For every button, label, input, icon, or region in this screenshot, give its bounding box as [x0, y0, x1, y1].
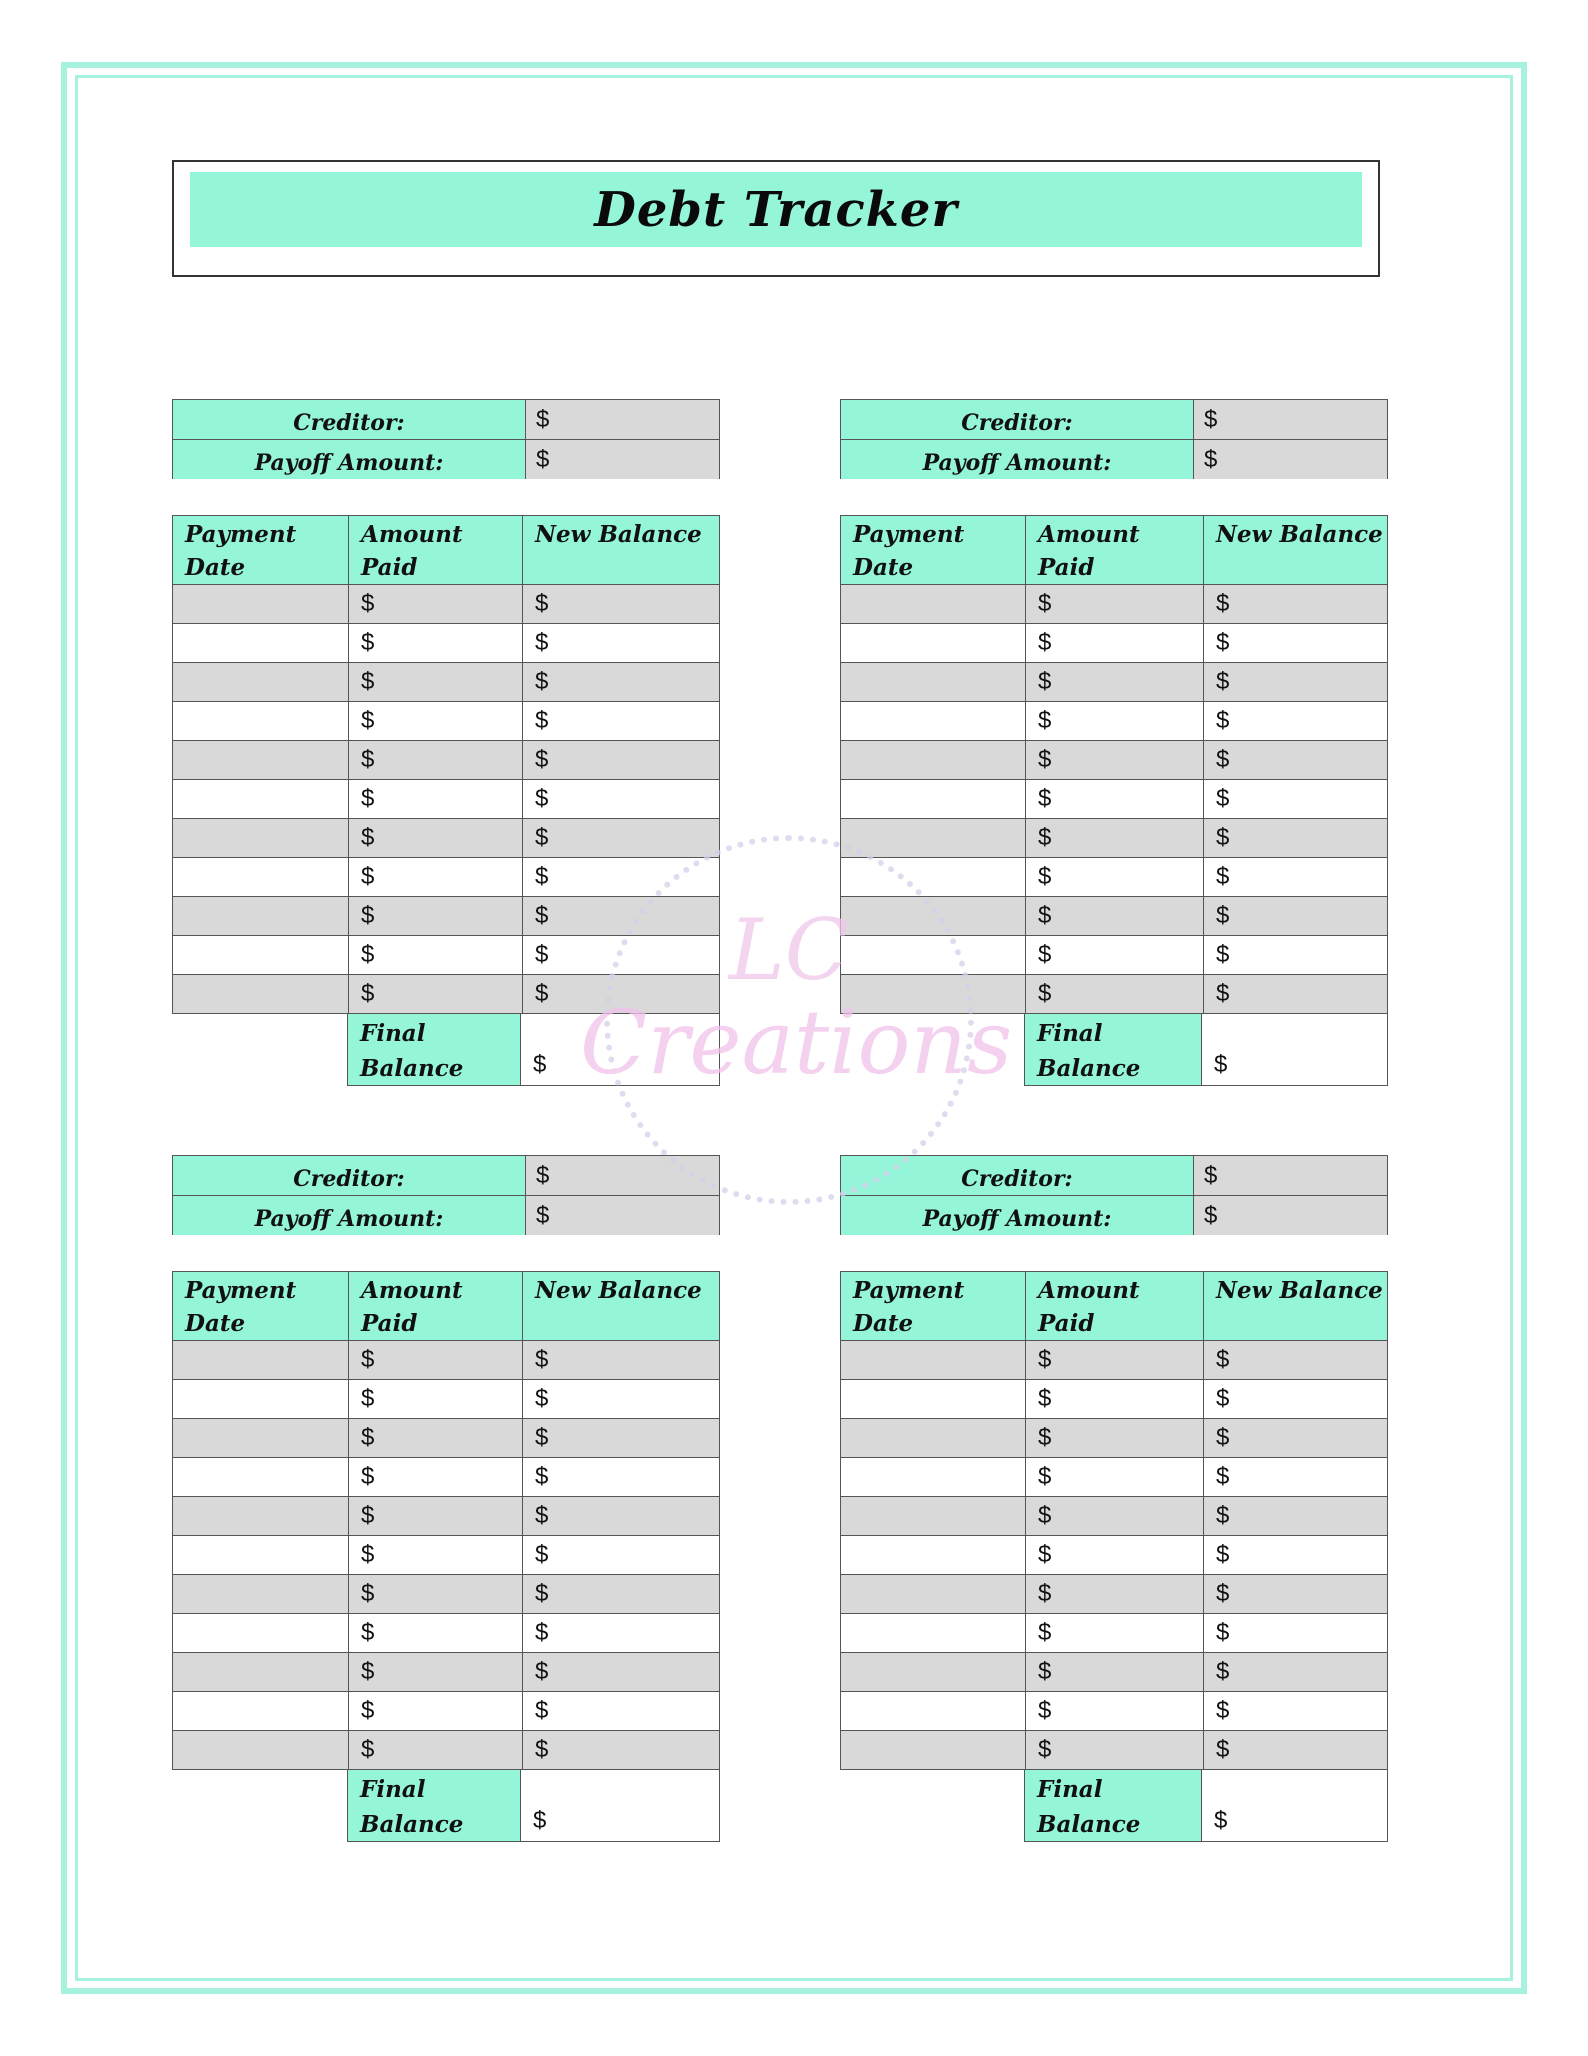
table-row — [172, 624, 720, 663]
new-balance-cell[interactable]: $ — [1203, 1419, 1389, 1457]
new-balance-cell[interactable]: $ — [522, 858, 721, 896]
payment-date-cell[interactable] — [173, 1536, 348, 1574]
payment-date-cell[interactable] — [173, 1653, 348, 1691]
payment-date-cell[interactable] — [173, 702, 348, 740]
watermark-monogram: LC — [728, 901, 850, 999]
amount-paid-cell[interactable]: $ — [1025, 585, 1203, 623]
table-row — [840, 1380, 1388, 1419]
table-row — [172, 663, 720, 702]
final-balance-field[interactable]: $ — [521, 1770, 720, 1842]
header-payment-date: Payment Date — [185, 521, 297, 581]
payoff-amount-label: Payoff Amount: — [841, 1196, 1194, 1235]
table-row — [172, 1731, 720, 1770]
new-balance-cell[interactable]: $ — [522, 702, 721, 740]
amount-paid-cell[interactable]: $ — [1025, 819, 1203, 857]
amount-paid-cell[interactable]: $ — [348, 936, 522, 974]
payment-date-cell[interactable] — [841, 1692, 1025, 1730]
new-balance-cell[interactable]: $ — [522, 1341, 721, 1379]
payment-date-cell[interactable] — [841, 858, 1025, 896]
payment-date-cell[interactable] — [173, 1692, 348, 1730]
payment-date-cell[interactable] — [173, 819, 348, 857]
amount-paid-cell[interactable]: $ — [1025, 702, 1203, 740]
amount-paid-cell[interactable]: $ — [348, 975, 522, 1013]
creditor-value-field[interactable]: $ — [526, 1156, 719, 1195]
payment-date-cell[interactable] — [841, 1614, 1025, 1652]
table-row — [840, 897, 1388, 936]
new-balance-cell[interactable]: $ — [1203, 897, 1389, 935]
amount-paid-cell[interactable]: $ — [348, 585, 522, 623]
amount-paid-cell[interactable]: $ — [1025, 936, 1203, 974]
new-balance-cell[interactable]: $ — [1203, 1575, 1389, 1613]
payment-date-cell[interactable] — [173, 585, 348, 623]
final-balance-label: Final Balance — [1024, 1014, 1202, 1086]
new-balance-cell[interactable]: $ — [522, 1653, 721, 1691]
amount-paid-cell[interactable]: $ — [348, 1614, 522, 1652]
creditor-label: Creditor: — [841, 1156, 1194, 1195]
new-balance-cell[interactable]: $ — [1203, 1341, 1389, 1379]
payment-date-cell[interactable] — [841, 1341, 1025, 1379]
payoff-amount-field[interactable]: $ — [526, 440, 719, 479]
table-row — [172, 1458, 720, 1497]
creditor-row — [841, 1156, 1387, 1195]
amount-paid-cell[interactable]: $ — [1025, 1575, 1203, 1613]
new-balance-cell[interactable]: $ — [522, 1575, 721, 1613]
creditor-row — [841, 400, 1387, 439]
payoff-amount-row — [841, 440, 1387, 479]
new-balance-cell[interactable]: $ — [1203, 1380, 1389, 1418]
payment-date-cell[interactable] — [841, 741, 1025, 779]
new-balance-cell[interactable]: $ — [522, 1458, 721, 1496]
payment-date-cell[interactable] — [173, 780, 348, 818]
new-balance-cell[interactable]: $ — [522, 936, 721, 974]
payment-date-cell[interactable] — [841, 663, 1025, 701]
amount-paid-cell[interactable]: $ — [348, 1380, 522, 1418]
final-balance-field[interactable]: $ — [1202, 1770, 1388, 1842]
amount-paid-cell[interactable]: $ — [348, 702, 522, 740]
creditor-label: Creditor: — [841, 400, 1194, 439]
amount-paid-cell[interactable]: $ — [1025, 624, 1203, 662]
table-row — [172, 936, 720, 975]
header-new-balance: New Balance — [522, 1272, 721, 1340]
payment-date-cell[interactable] — [841, 936, 1025, 974]
new-balance-cell[interactable]: $ — [1203, 936, 1389, 974]
payoff-amount-field[interactable]: $ — [526, 1196, 719, 1235]
new-balance-cell[interactable]: $ — [522, 663, 721, 701]
table-row — [840, 702, 1388, 741]
payment-date-cell[interactable] — [173, 1419, 348, 1457]
table-row — [172, 1536, 720, 1575]
header-new-balance: New Balance — [522, 516, 721, 584]
payoff-amount-field[interactable]: $ — [1194, 1196, 1387, 1235]
payment-date-cell[interactable] — [173, 858, 348, 896]
header-amount-paid: Amount Paid — [1025, 1272, 1203, 1340]
table-row — [840, 1731, 1388, 1770]
payment-table-header — [172, 515, 720, 585]
amount-paid-cell[interactable]: $ — [348, 1653, 522, 1691]
amount-paid-cell[interactable]: $ — [1025, 663, 1203, 701]
payment-date-cell[interactable] — [173, 1380, 348, 1418]
amount-paid-cell[interactable]: $ — [348, 663, 522, 701]
table-row — [172, 1692, 720, 1731]
table-row — [172, 819, 720, 858]
table-row — [172, 1653, 720, 1692]
table-row — [172, 975, 720, 1014]
table-row — [840, 858, 1388, 897]
new-balance-cell[interactable]: $ — [522, 1731, 721, 1769]
new-balance-cell[interactable]: $ — [522, 1419, 721, 1457]
new-balance-cell[interactable]: $ — [1203, 858, 1389, 896]
amount-paid-cell[interactable]: $ — [1025, 1458, 1203, 1496]
table-row — [172, 741, 720, 780]
table-row — [840, 585, 1388, 624]
payment-date-cell[interactable] — [841, 585, 1025, 623]
payment-date-cell[interactable] — [173, 1575, 348, 1613]
new-balance-cell[interactable]: $ — [1203, 1497, 1389, 1535]
payment-date-cell[interactable] — [841, 624, 1025, 662]
payment-date-cell[interactable] — [841, 780, 1025, 818]
new-balance-cell[interactable]: $ — [522, 897, 721, 935]
payoff-amount-label: Payoff Amount: — [173, 440, 526, 479]
new-balance-cell[interactable]: $ — [522, 741, 721, 779]
payment-date-cell[interactable] — [841, 702, 1025, 740]
header-new-balance: New Balance — [1203, 1272, 1389, 1340]
amount-paid-cell[interactable]: $ — [348, 1497, 522, 1535]
payment-date-cell[interactable] — [173, 624, 348, 662]
amount-paid-cell[interactable]: $ — [1025, 1653, 1203, 1691]
new-balance-cell[interactable]: $ — [522, 585, 721, 623]
new-balance-cell[interactable]: $ — [1203, 1614, 1389, 1652]
amount-paid-cell[interactable]: $ — [348, 1341, 522, 1379]
table-row — [840, 780, 1388, 819]
payment-date-cell[interactable] — [173, 663, 348, 701]
payment-date-cell[interactable] — [841, 1458, 1025, 1496]
table-row — [172, 1575, 720, 1614]
payment-date-cell[interactable] — [841, 975, 1025, 1013]
creditor-block — [172, 1155, 720, 1235]
creditor-value-field[interactable]: $ — [526, 400, 719, 439]
table-row — [840, 1692, 1388, 1731]
payment-date-cell[interactable] — [173, 975, 348, 1013]
table-row — [840, 819, 1388, 858]
table-row — [172, 1419, 720, 1458]
amount-paid-cell[interactable]: $ — [348, 1458, 522, 1496]
new-balance-cell[interactable]: $ — [1203, 1458, 1389, 1496]
creditor-label: Creditor: — [173, 1156, 526, 1195]
payment-date-cell[interactable] — [841, 1536, 1025, 1574]
new-balance-cell[interactable]: $ — [1203, 741, 1389, 779]
payment-date-cell[interactable] — [173, 741, 348, 779]
final-balance-label: Final Balance — [347, 1770, 521, 1842]
amount-paid-cell[interactable]: $ — [348, 1731, 522, 1769]
header-payment-date: Payment Date — [853, 521, 965, 581]
table-row — [840, 1575, 1388, 1614]
payment-date-cell[interactable] — [173, 1614, 348, 1652]
new-balance-cell[interactable]: $ — [522, 1536, 721, 1574]
amount-paid-cell[interactable]: $ — [1025, 1731, 1203, 1769]
header-payment-date: Payment Date — [853, 1277, 965, 1337]
payment-date-cell[interactable] — [841, 1380, 1025, 1418]
amount-paid-cell[interactable]: $ — [348, 1692, 522, 1730]
amount-paid-cell[interactable]: $ — [1025, 1692, 1203, 1730]
amount-paid-cell[interactable]: $ — [1025, 858, 1203, 896]
table-row — [840, 624, 1388, 663]
header-amount-paid: Amount Paid — [348, 1272, 522, 1340]
new-balance-cell[interactable]: $ — [522, 1380, 721, 1418]
payoff-amount-label: Payoff Amount: — [173, 1196, 526, 1235]
creditor-block — [840, 399, 1388, 479]
amount-paid-cell[interactable]: $ — [1025, 1536, 1203, 1574]
amount-paid-cell[interactable]: $ — [348, 1575, 522, 1613]
amount-paid-cell[interactable]: $ — [348, 897, 522, 935]
final-balance-field[interactable]: $ — [521, 1014, 720, 1086]
payoff-amount-label: Payoff Amount: — [841, 440, 1194, 479]
new-balance-cell[interactable]: $ — [522, 819, 721, 857]
table-row — [840, 975, 1388, 1014]
table-row — [172, 1497, 720, 1536]
new-balance-cell[interactable]: $ — [1203, 975, 1389, 1013]
payment-date-cell[interactable] — [173, 897, 348, 935]
table-row — [172, 702, 720, 741]
table-row — [840, 1536, 1388, 1575]
table-row — [172, 1614, 720, 1653]
amount-paid-cell[interactable]: $ — [348, 858, 522, 896]
payment-date-cell[interactable] — [173, 1341, 348, 1379]
title-band — [190, 172, 1362, 247]
watermark-text: Creations — [580, 991, 1013, 1094]
payment-date-cell[interactable] — [841, 1419, 1025, 1457]
new-balance-cell[interactable]: $ — [1203, 1536, 1389, 1574]
new-balance-cell[interactable]: $ — [1203, 702, 1389, 740]
amount-paid-cell[interactable]: $ — [348, 741, 522, 779]
table-row — [840, 1341, 1388, 1380]
new-balance-cell[interactable]: $ — [1203, 780, 1389, 818]
new-balance-cell[interactable]: $ — [1203, 1731, 1389, 1769]
table-row — [840, 741, 1388, 780]
amount-paid-cell[interactable]: $ — [1025, 1497, 1203, 1535]
payment-date-cell[interactable] — [841, 1575, 1025, 1613]
creditor-block — [172, 399, 720, 479]
payment-table-header — [172, 1271, 720, 1341]
table-row — [840, 936, 1388, 975]
final-balance-label: Final Balance — [347, 1014, 521, 1086]
final-balance-field[interactable]: $ — [1202, 1014, 1388, 1086]
header-new-balance: New Balance — [1203, 516, 1389, 584]
new-balance-cell[interactable]: $ — [1203, 624, 1389, 662]
final-balance-label: Final Balance — [1024, 1770, 1202, 1842]
amount-paid-cell[interactable]: $ — [1025, 1614, 1203, 1652]
new-balance-cell[interactable]: $ — [1203, 1692, 1389, 1730]
payment-date-cell[interactable] — [841, 1497, 1025, 1535]
creditor-row — [173, 1156, 719, 1195]
amount-paid-cell[interactable]: $ — [348, 819, 522, 857]
amount-paid-cell[interactable]: $ — [1025, 1341, 1203, 1379]
table-row — [172, 780, 720, 819]
payment-date-cell[interactable] — [841, 819, 1025, 857]
payment-date-cell[interactable] — [173, 1458, 348, 1496]
table-row — [172, 585, 720, 624]
table-row — [172, 1380, 720, 1419]
payoff-amount-row — [173, 440, 719, 479]
table-row — [840, 663, 1388, 702]
header-amount-paid: Amount Paid — [348, 516, 522, 584]
new-balance-cell[interactable]: $ — [1203, 819, 1389, 857]
payment-date-cell[interactable] — [841, 1653, 1025, 1691]
header-payment-date: Payment Date — [185, 1277, 297, 1337]
amount-paid-cell[interactable]: $ — [1025, 897, 1203, 935]
table-row — [840, 1614, 1388, 1653]
creditor-label: Creditor: — [173, 400, 526, 439]
payment-date-cell[interactable] — [173, 1497, 348, 1535]
payoff-amount-field[interactable]: $ — [1194, 440, 1387, 479]
table-row — [840, 1419, 1388, 1458]
table-row — [840, 1653, 1388, 1692]
payoff-amount-row — [841, 1196, 1387, 1235]
new-balance-cell[interactable]: $ — [522, 780, 721, 818]
table-row — [172, 858, 720, 897]
new-balance-cell[interactable]: $ — [1203, 585, 1389, 623]
creditor-value-field[interactable]: $ — [1194, 1156, 1387, 1195]
payoff-amount-row — [173, 1196, 719, 1235]
new-balance-cell[interactable]: $ — [522, 1692, 721, 1730]
payment-table-header — [840, 1271, 1388, 1341]
table-row — [172, 1341, 720, 1380]
payment-date-cell[interactable] — [173, 936, 348, 974]
new-balance-cell[interactable]: $ — [522, 1497, 721, 1535]
amount-paid-cell[interactable]: $ — [1025, 780, 1203, 818]
new-balance-cell[interactable]: $ — [522, 975, 721, 1013]
header-amount-paid: Amount Paid — [1025, 516, 1203, 584]
amount-paid-cell[interactable]: $ — [1025, 1419, 1203, 1457]
table-row — [172, 897, 720, 936]
amount-paid-cell[interactable]: $ — [348, 1536, 522, 1574]
table-row — [840, 1497, 1388, 1536]
amount-paid-cell[interactable]: $ — [1025, 741, 1203, 779]
table-row — [840, 1458, 1388, 1497]
payment-table-header — [840, 515, 1388, 585]
title-box — [172, 160, 1380, 277]
payment-date-cell[interactable] — [841, 1731, 1025, 1769]
amount-paid-cell[interactable]: $ — [348, 1419, 522, 1457]
amount-paid-cell[interactable]: $ — [1025, 975, 1203, 1013]
amount-paid-cell[interactable]: $ — [1025, 1380, 1203, 1418]
page-title: Debt Tracker — [594, 181, 958, 238]
payment-date-cell[interactable] — [173, 1731, 348, 1769]
creditor-row — [173, 400, 719, 439]
creditor-value-field[interactable]: $ — [1194, 400, 1387, 439]
new-balance-cell[interactable]: $ — [522, 624, 721, 662]
new-balance-cell[interactable]: $ — [522, 1614, 721, 1652]
amount-paid-cell[interactable]: $ — [348, 624, 522, 662]
amount-paid-cell[interactable]: $ — [348, 780, 522, 818]
payment-date-cell[interactable] — [841, 897, 1025, 935]
new-balance-cell[interactable]: $ — [1203, 663, 1389, 701]
creditor-block — [840, 1155, 1388, 1235]
new-balance-cell[interactable]: $ — [1203, 1653, 1389, 1691]
